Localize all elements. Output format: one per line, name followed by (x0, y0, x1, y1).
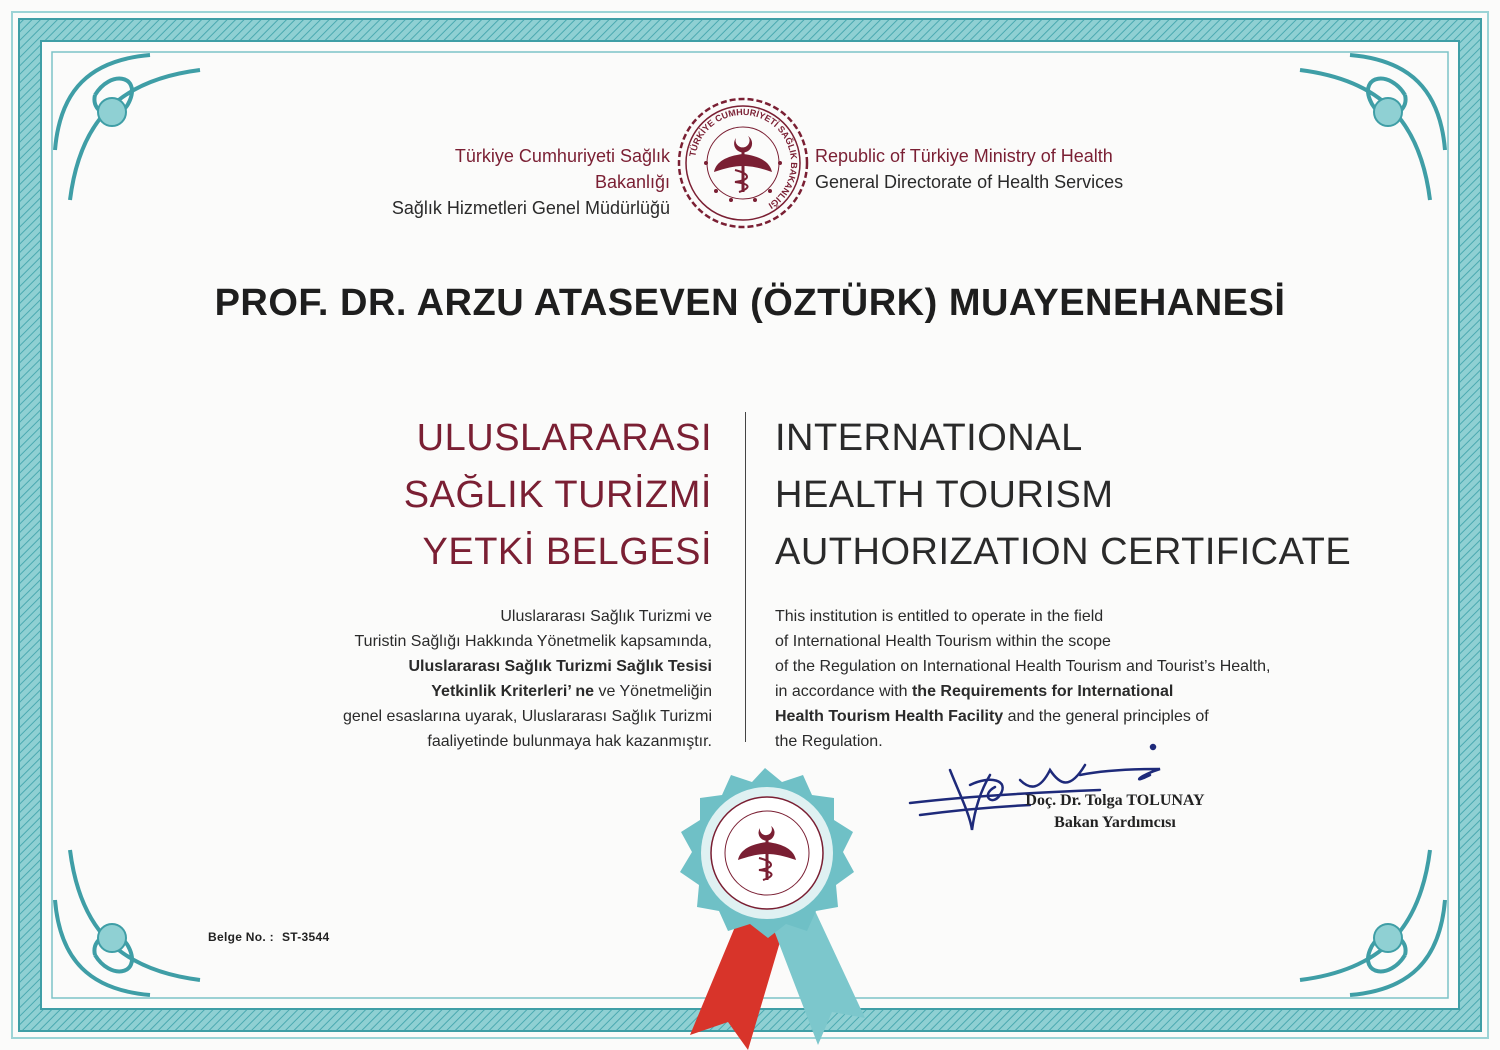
ministry-logo-icon (676, 96, 810, 230)
logo-ring-text: TÜRKİYE CUMHURİYETİ SAĞLIK BAKANLIĞI (687, 106, 800, 211)
document-number (208, 930, 337, 944)
document-number-label: Belge No. : (208, 930, 274, 944)
body-en-text: in accordance with (775, 683, 912, 700)
body-tr-text: ve Yönetmeliğin (594, 683, 712, 700)
body-en-line: of the Regulation on International Health Tourism and Tourist’s Health, (775, 658, 1271, 675)
document-number-value: ST-3544 (281, 930, 330, 944)
directorate-name-en: General Directorate of Health Services (815, 172, 1124, 192)
title-en-line: INTERNATIONAL (775, 417, 1083, 459)
ministry-name-en: Republic of Türkiye Ministry of Health (815, 146, 1113, 166)
signatory-title: Bakan Yardımcısı (1054, 814, 1176, 831)
body-tr-line: Turistin Sağlığı Hakkında Yönetmelik kapsamında, (354, 633, 712, 650)
body-text-tr (290, 604, 712, 754)
title-en-line: AUTHORIZATION CERTIFICATE (775, 531, 1352, 573)
signatory-name: Doç. Dr. Tolga TOLUNAY (1025, 792, 1205, 809)
title-tr-line: YETKİ BELGESİ (422, 531, 712, 573)
certificate-title-en (775, 410, 1352, 581)
title-en-line: HEALTH TOURISM (775, 474, 1114, 516)
ministry-name-turkish (380, 143, 670, 221)
certificate-title-tr (350, 410, 712, 581)
body-tr-line: genel esaslarına uyarak, Uluslararası Sağlık Turizmi (342, 708, 712, 725)
title-tr-line: SAĞLIK TURİZMİ (403, 474, 712, 516)
title-tr-line: ULUSLARARASI (416, 417, 712, 459)
signatory-block (990, 790, 1240, 834)
body-en-bold: Health Tourism Health Facility (775, 708, 1004, 725)
directorate-name-tr: Sağlık Hizmetleri Genel Müdürlüğü (391, 198, 670, 218)
body-tr-bold: Yetkinlik Kriterleri’ ne (431, 683, 594, 700)
body-tr-line: faaliyetinde bulunmaya hak kazanmıştır. (427, 733, 712, 750)
body-tr-line: Uluslararası Sağlık Turizmi ve (500, 608, 712, 625)
body-en-line: the Regulation. (775, 733, 883, 750)
ministry-name-tr: Türkiye Cumhuriyeti Sağlık Bakanlığı (454, 146, 670, 192)
body-en-bold: the Requirements for International (911, 683, 1174, 700)
body-en-text: and the general principles of (1003, 708, 1209, 725)
body-en-line: of International Health Tourism within the scope (775, 633, 1111, 650)
body-text-en (775, 604, 1375, 754)
rosette-seal-icon (650, 760, 880, 1050)
ministry-name-english (815, 143, 1135, 195)
body-tr-bold: Uluslararası Sağlık Turizmi Sağlık Tesisi (408, 658, 712, 675)
body-en-line: This institution is entitled to operate in the field (775, 608, 1104, 625)
column-divider (745, 412, 746, 742)
facility-name: PROF. DR. ARZU ATASEVEN (ÖZTÜRK) MUAYENEHANESİ (214, 282, 1286, 324)
